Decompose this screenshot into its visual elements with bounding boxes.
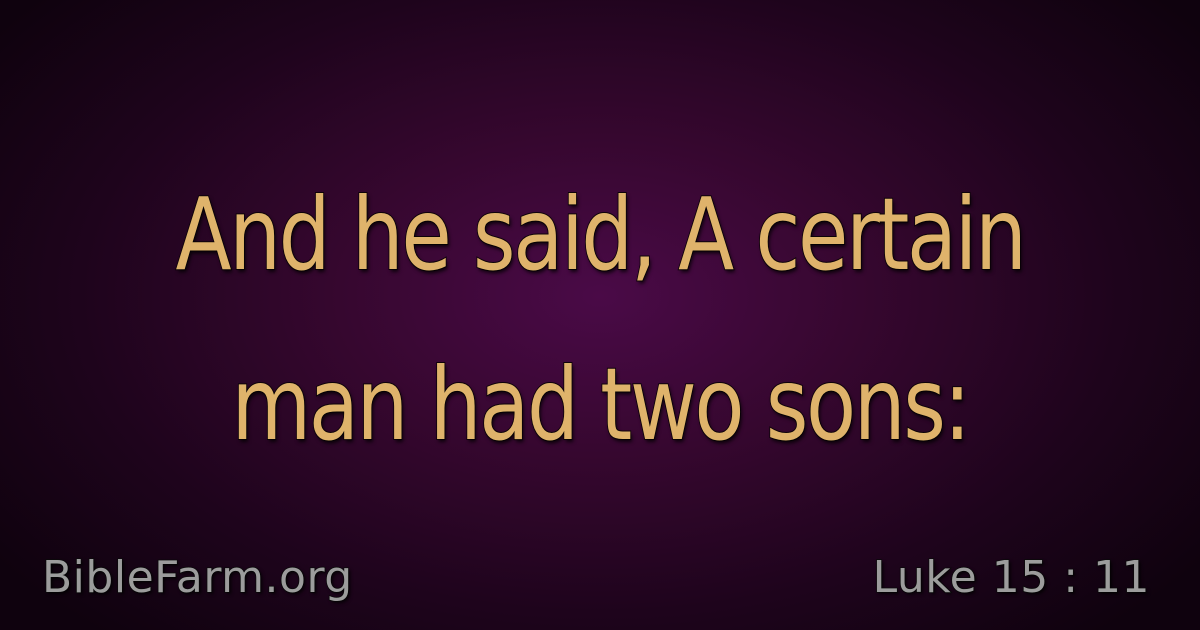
verse-text — [108, 150, 1092, 490]
verse-reference: Luke 15 : 11 — [872, 552, 1150, 603]
verse-line-2: man had two sons: — [231, 346, 969, 463]
site-name: BibleFarm.org — [42, 552, 353, 603]
verse-line-1: And he said, A certain — [175, 176, 1025, 293]
